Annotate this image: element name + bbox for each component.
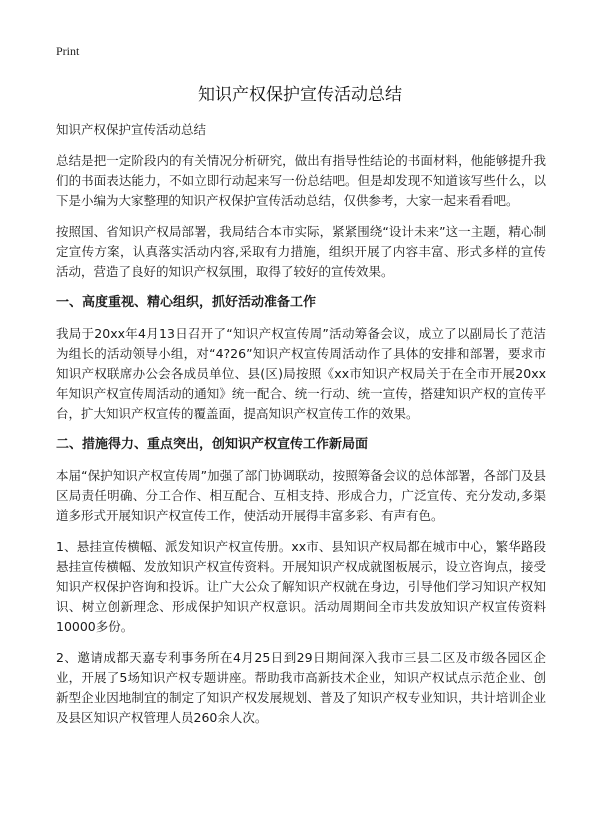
section-heading-2: 二、措施得力、重点突出，创知识产权宣传工作新局面 [56,437,369,452]
section-1-paragraph: 我局于20xx年4月13日召开了“知识产权宣传周”活动筹备会议，成立了以副局长了范洁为组长的活动领导小组，对“4?26”知识产权宣传周活动作了具体的安排和部署，要求市知识产权联席办公会各成员单位、县(区)局按照《xx市知识产权局关于在全市开展20xx年知识产权宣传周活动的通知》统一配合、统一行动、统一宣传，搭建知识产权的宣传平台，扩大知识产权宣传的覆盖面，提高知识产权宣传工作的效果。 [56,326,546,421]
list-item-2: 2、邀请成都天嘉专利事务所在4月25日到29日期间深入我市三县二区及市级各园区企业，开展了5场知识产权专题讲座。帮助我市高新技术企业，知识产权试点示范企业、创新型企业因地制宜的制定了知识产权发展规划、普及了知识产权专业知识，共计培训企业及县区知识产权管理人员260余人次。 [56,650,546,725]
document-title: 知识产权保护宣传活动总结 [198,85,402,105]
document-subtitle: 知识产权保护宣传活动总结 [56,122,207,137]
paragraph-deployment: 按照国、省知识产权局部署，我局结合本市实际，紧紧围绕“设计未来”这一主题，精心制定宣传方案，认真落实活动内容,采取有力措施，组织开展了内容丰富、形式多样的宣传活动，营造了良好的知识产权氛围，取得了较好的宣传效果。 [56,224,546,279]
section-2-paragraph: 本届“保护知识产权宣传周”加强了部门协调联动，按照筹备会议的总体部署，各部门及县区局责任明确、分工合作、相互配合、互相支持、形成合力，广泛宣传、充分发动,多渠道多形式开展知识产权宣传工作，使活动开展得丰富多彩、有声有色。 [56,468,546,523]
section-heading-1: 一、高度重视、精心组织，抓好活动准备工作 [56,295,317,310]
document-body [56,120,546,739]
print-label[interactable]: Print [56,44,80,58]
list-item-1: 1、悬挂宣传横幅、派发知识产权宣传册。xx市、县知识产权局都在城市中心，繁华路段悬挂宣传横幅、发放知识产权宣传资料。开展知识产权成就图板展示，设立咨询点，接受知识产权保护咨询和投诉。让广大公众了解知识产权就在身边，引导他们学习知识产权知识、树立创新理念、形成保护知识产权意识。活动周期间全市共发放知识产权宣传资料10000多份。 [56,539,546,634]
intro-paragraph: 总结是把一定阶段内的有关情况分析研究，做出有指导性结论的书面材料，他能够提升我们的书面表达能力，不如立即行动起来写一份总结吧。但是却发现不知道该写些什么，以下是小编为大家整理的知识产权保护宣传活动总结，仅供参考，大家一起来看看吧。 [56,153,546,208]
